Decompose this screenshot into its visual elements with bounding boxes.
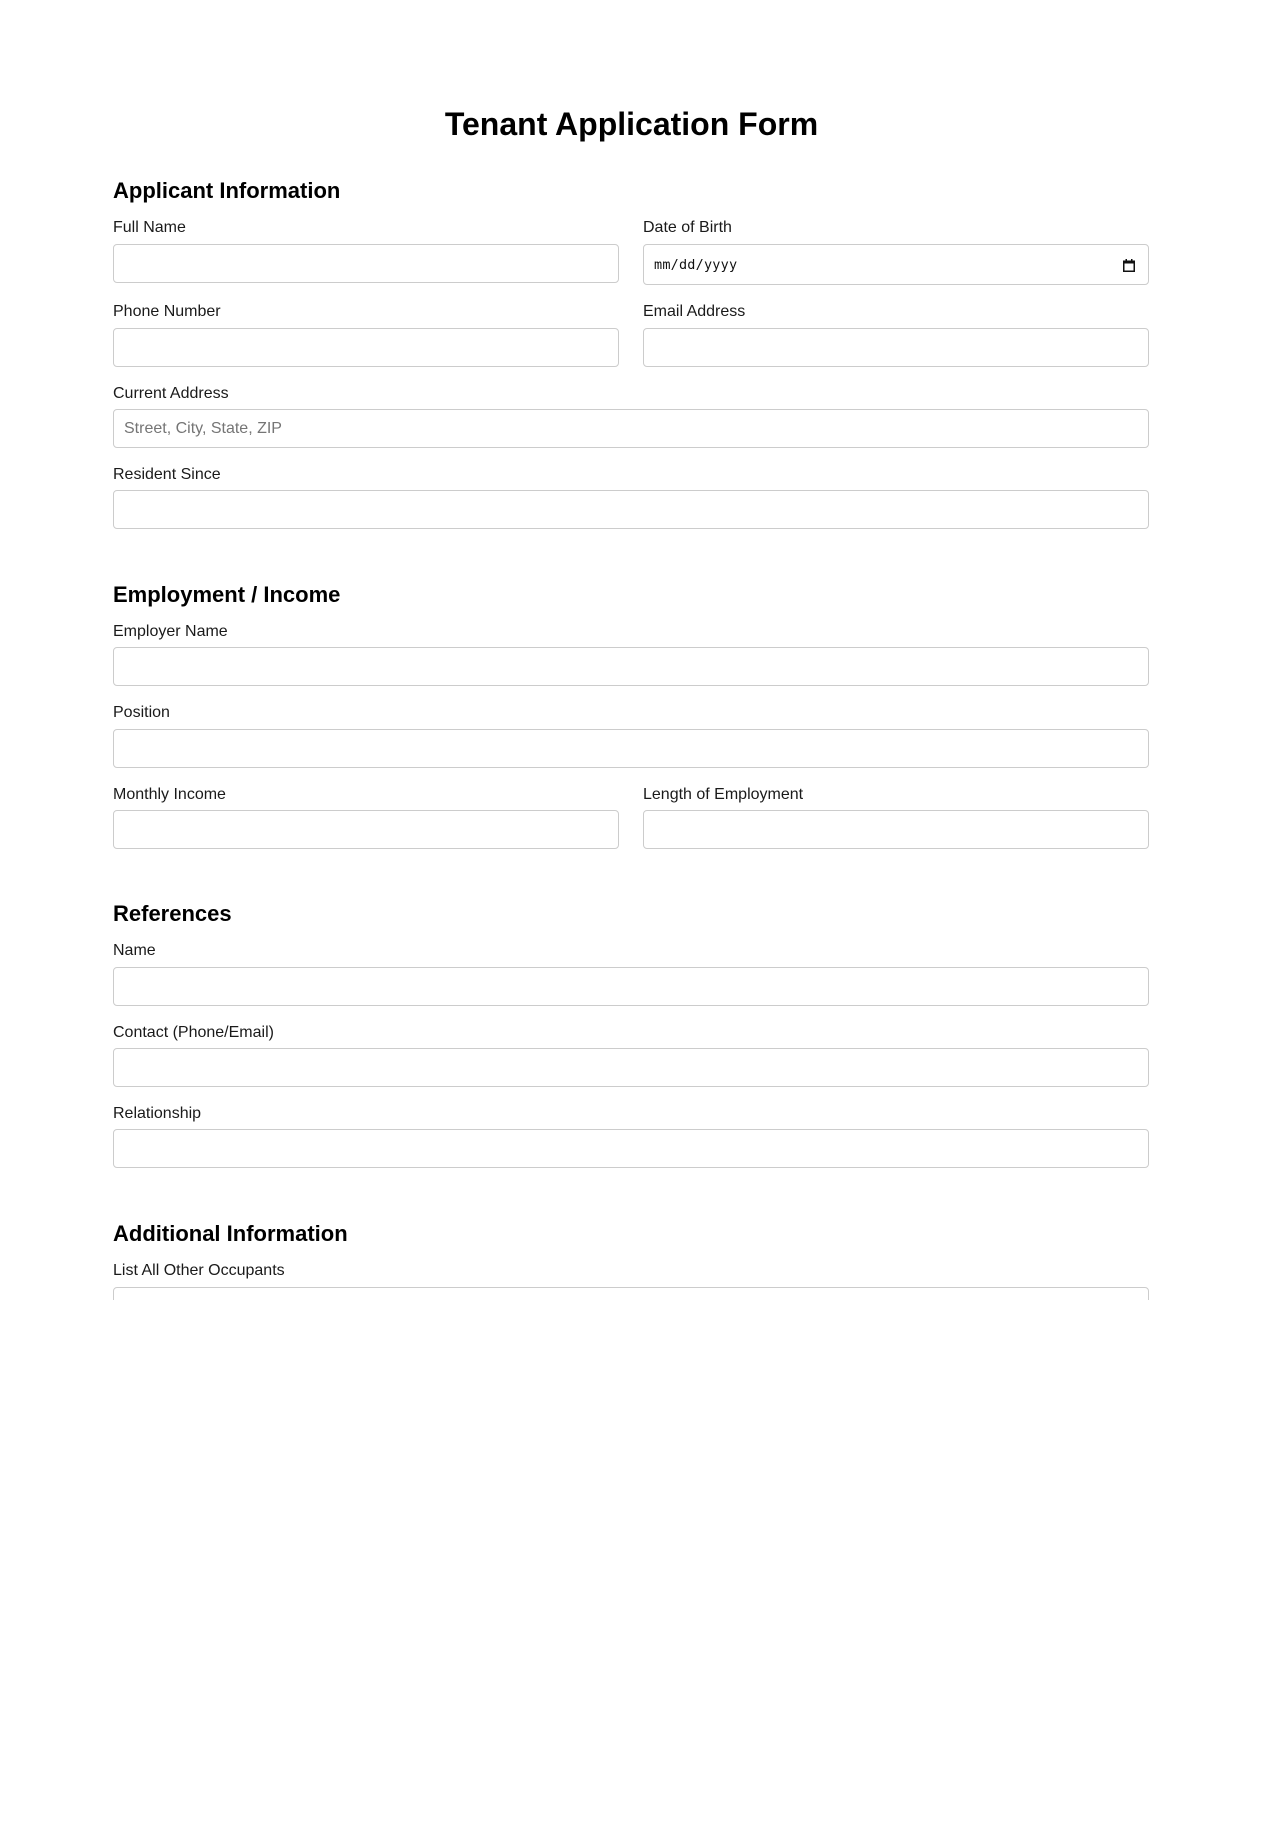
phone-number-label: Phone Number <box>113 303 221 320</box>
length-of-employment-label: Length of Employment <box>643 786 804 803</box>
monthly-income-label: Monthly Income <box>113 786 226 803</box>
email-address-input[interactable] <box>643 328 1149 367</box>
employer-name-input[interactable] <box>113 647 1149 686</box>
reference-relationship-input[interactable] <box>113 1129 1149 1168</box>
date-format-text: mm/dd/yyyy <box>654 256 738 273</box>
employer-name-label: Employer Name <box>113 623 228 640</box>
position-label: Position <box>113 704 170 721</box>
reference-contact-label: Contact (Phone/Email) <box>113 1024 274 1041</box>
full-name-input[interactable] <box>113 244 619 283</box>
calendar-icon[interactable] <box>1123 259 1135 271</box>
phone-number-input[interactable] <box>113 328 619 367</box>
section-heading-employment: Employment / Income <box>113 582 341 607</box>
page-title: Tenant Application Form <box>444 106 819 142</box>
section-heading-applicant: Applicant Information <box>113 178 341 203</box>
position-input[interactable] <box>113 729 1149 768</box>
reference-name-input[interactable] <box>113 967 1149 1006</box>
reference-relationship-label: Relationship <box>113 1105 202 1122</box>
reference-contact-input[interactable] <box>113 1048 1149 1087</box>
section-heading-references: References <box>113 901 232 926</box>
current-address-label: Current Address <box>113 385 229 402</box>
other-occupants-label: List All Other Occupants <box>113 1262 285 1279</box>
length-of-employment-input[interactable] <box>643 810 1149 849</box>
date-of-birth-label: Date of Birth <box>643 219 732 236</box>
reference-name-label: Name <box>113 942 156 959</box>
current-address-input[interactable] <box>113 409 1149 448</box>
full-name-label: Full Name <box>113 219 186 236</box>
email-address-label: Email Address <box>643 303 746 320</box>
other-occupants-textarea[interactable] <box>113 1287 1149 1300</box>
section-heading-additional: Additional Information <box>113 1221 348 1246</box>
resident-since-label: Resident Since <box>113 466 221 483</box>
date-of-birth-input[interactable] <box>643 244 1149 285</box>
monthly-income-input[interactable] <box>113 810 619 849</box>
resident-since-input[interactable] <box>113 490 1149 529</box>
